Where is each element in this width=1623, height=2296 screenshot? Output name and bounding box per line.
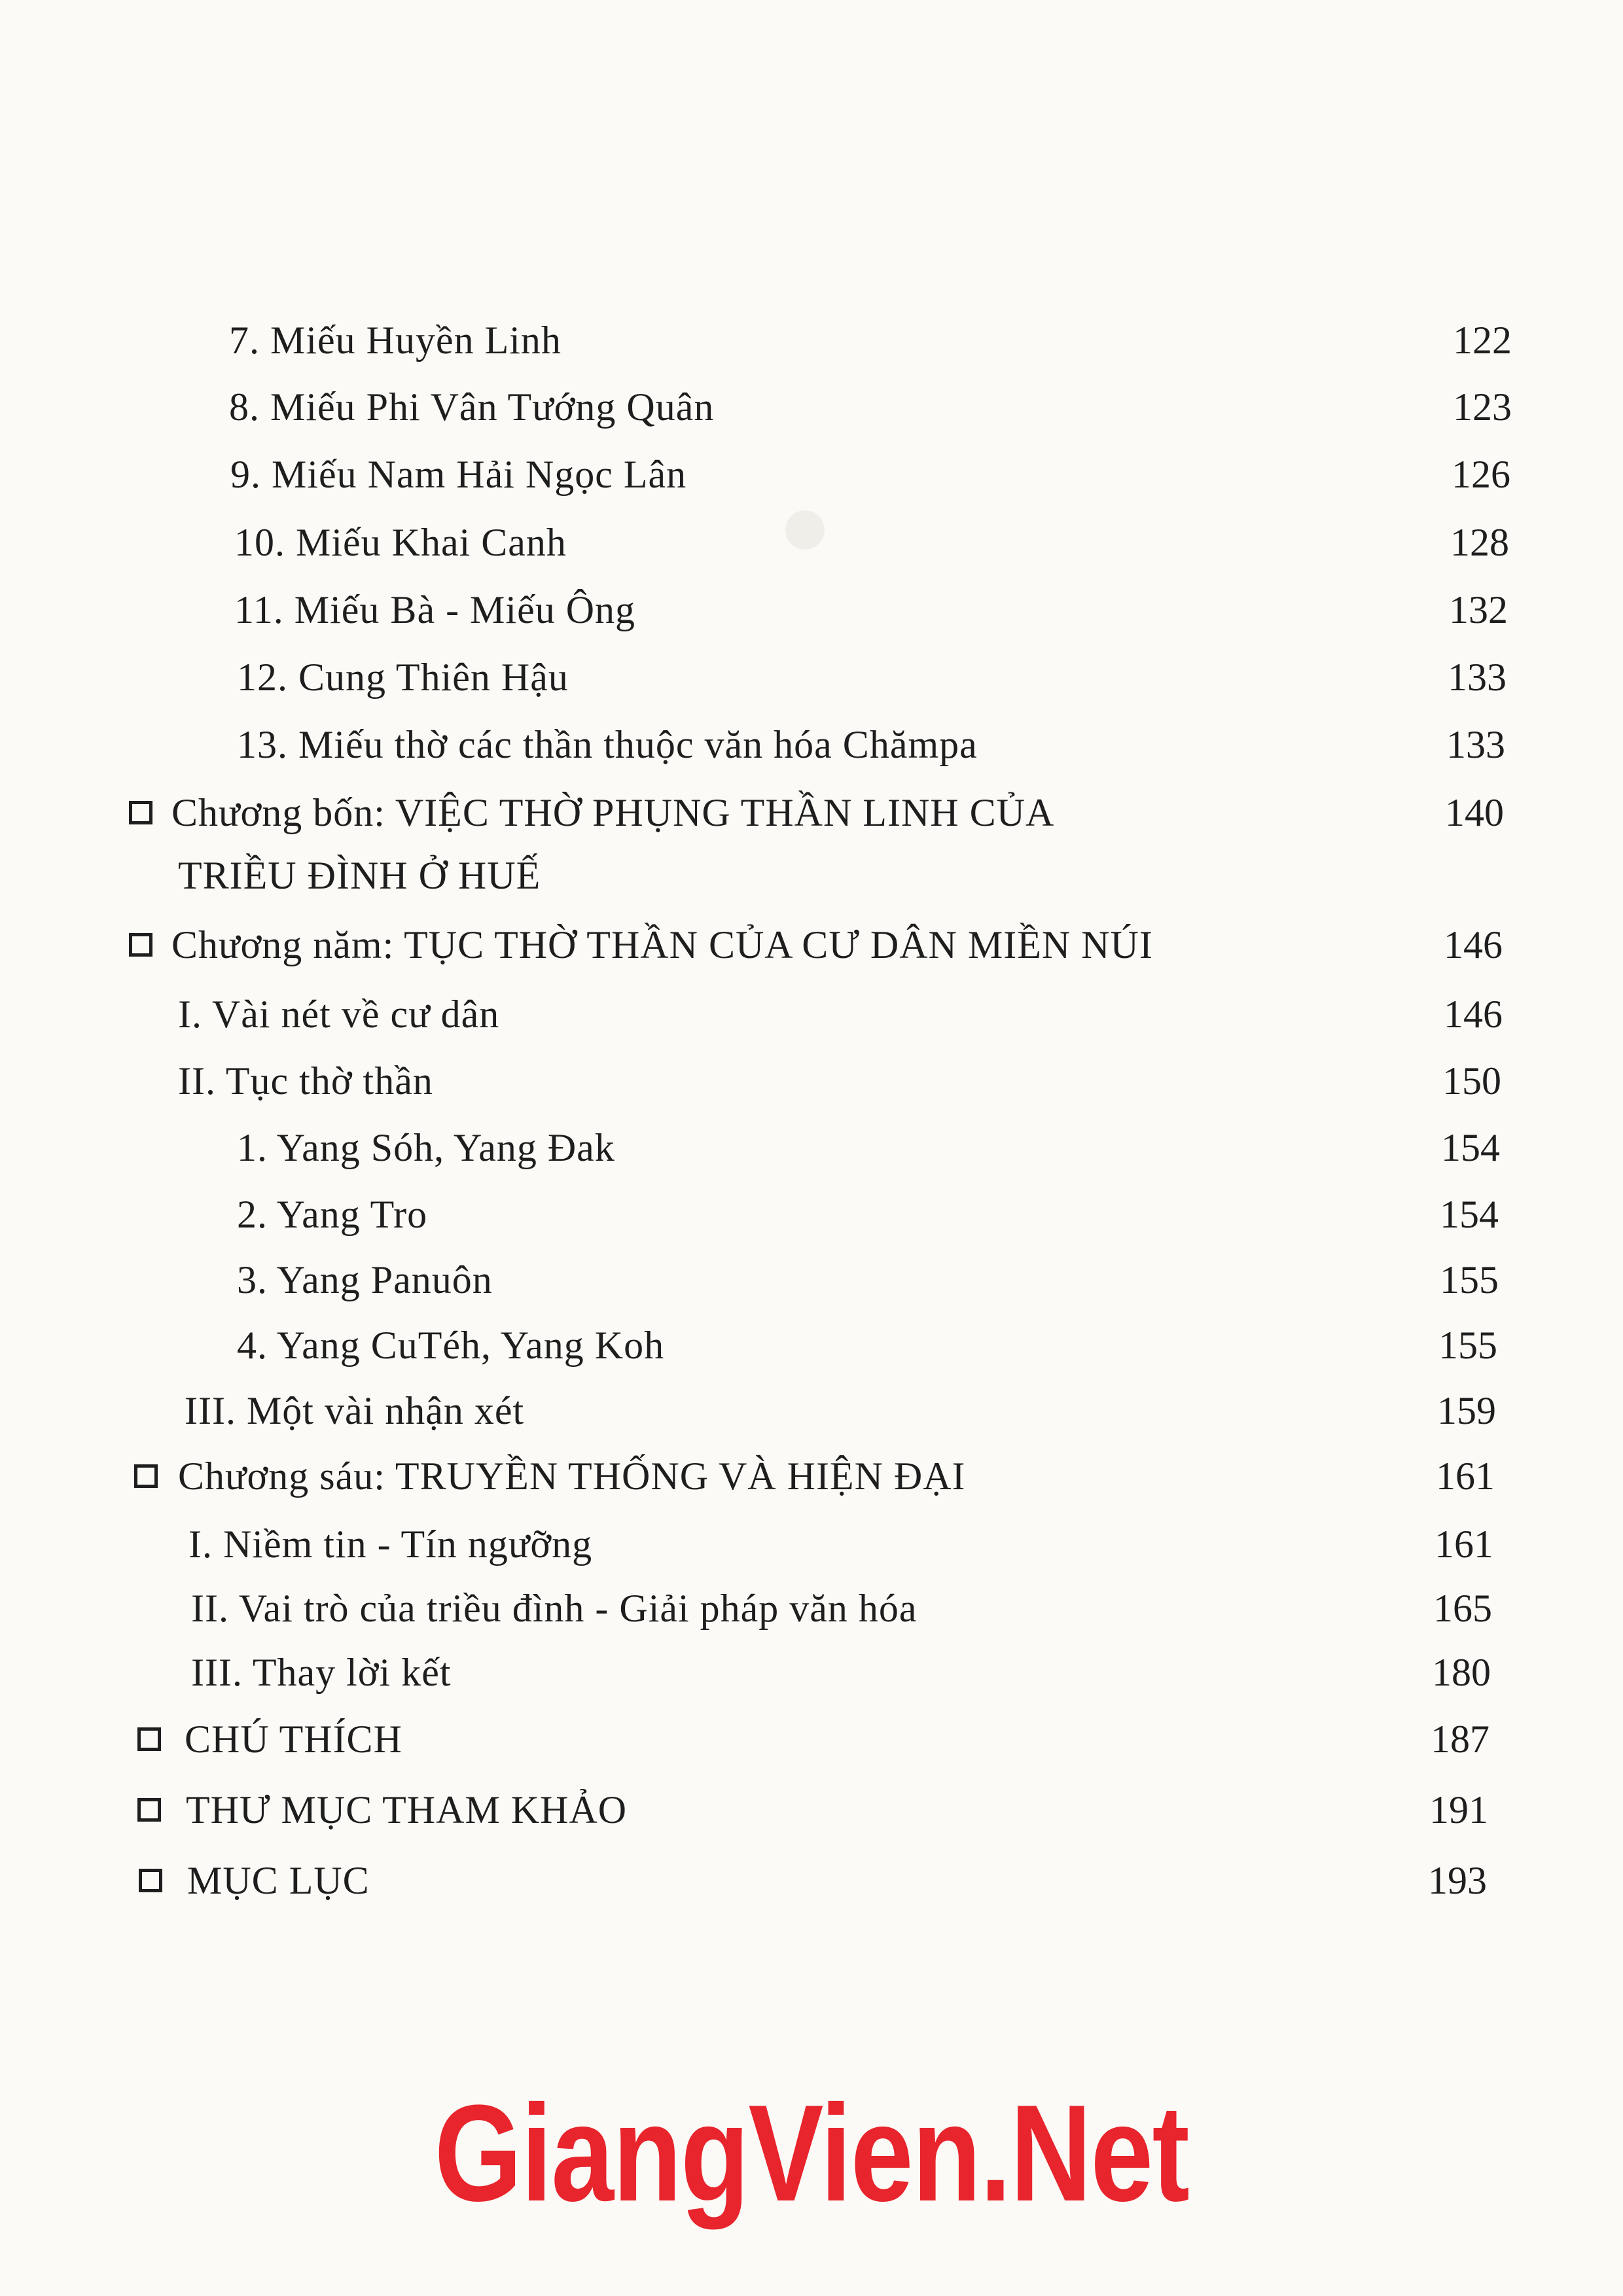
toc-entry-title: 11. Miếu Bà - Miếu Ông [234, 588, 636, 631]
toc-entry-title: III. Thay lời kết [191, 1651, 452, 1694]
toc-entry-title: 2. Yang Tro [237, 1193, 428, 1236]
toc-entry-title: Chương bốn: VIỆC THỜ PHỤNG THẦN LINH CỦA [171, 791, 1055, 834]
toc-entry-page: 128 [1450, 521, 1509, 564]
toc-entry-page: 155 [1440, 1258, 1499, 1301]
toc-entry-title: II. Tục thờ thần [178, 1059, 433, 1103]
toc-entry-page: 191 [1429, 1788, 1488, 1831]
toc-entry-page: 132 [1449, 588, 1508, 631]
toc-entry-title: Chương năm: TỤC THỜ THẦN CỦA CƯ DÂN MIỀN NÚI [171, 923, 1153, 966]
toc-entry-title-continued: TRIỀU ĐÌNH Ở HUẾ [178, 854, 541, 897]
toc-entry-page: 159 [1437, 1389, 1496, 1432]
toc-entry-title: 10. Miếu Khai Canh [234, 521, 567, 564]
toc-chapter-entry [0, 1450, 1623, 1515]
toc-chapter-entry [0, 786, 1623, 917]
toc-entry [0, 1646, 1623, 1712]
toc-entry [0, 314, 1623, 380]
toc-section-entry [0, 1713, 1623, 1778]
checkbox-icon [134, 1464, 158, 1488]
toc-entry [0, 448, 1623, 514]
toc-entry-title: III. Một vài nhận xét [185, 1389, 525, 1432]
toc-entry-title: 8. Miếu Phi Vân Tướng Quân [229, 385, 715, 429]
toc-entry-page: 133 [1448, 656, 1507, 699]
toc-entry [0, 381, 1623, 446]
toc-entry-page: 123 [1453, 385, 1512, 429]
toc-entry-page: 146 [1444, 923, 1503, 966]
toc-entry-page: 193 [1428, 1859, 1487, 1902]
toc-entry-title: THƯ MỤC THAM KHẢO [186, 1788, 628, 1831]
toc-entry-page: 140 [1445, 791, 1504, 834]
toc-entry [0, 1385, 1623, 1450]
toc-entry-page: 133 [1446, 723, 1505, 766]
toc-chapter-entry [0, 919, 1623, 984]
toc-entry-page: 146 [1444, 993, 1503, 1036]
checkbox-icon [129, 933, 152, 957]
toc-entry [0, 718, 1623, 784]
watermark-text: GiangVien.Net [434, 2076, 1189, 2230]
toc-entry-page: 154 [1441, 1126, 1500, 1169]
checkbox-icon [129, 801, 152, 824]
toc-entry-page: 187 [1431, 1718, 1489, 1761]
toc-entry-title: 4. Yang CuTéh, Yang Koh [237, 1324, 665, 1367]
toc-entry-title: 7. Miếu Huyền Linh [229, 319, 562, 362]
toc-entry-title: 12. Cung Thiên Hậu [237, 656, 569, 699]
toc-entry-title: CHÚ THÍCH [185, 1718, 402, 1761]
toc-entry-title: 9. Miếu Nam Hải Ngọc Lân [230, 453, 687, 496]
toc-entry-page: 126 [1452, 453, 1510, 496]
toc-entry-title: Chương sáu: TRUYỀN THỐNG VÀ HIỆN ĐẠI [178, 1455, 966, 1498]
toc-entry-page: 150 [1442, 1059, 1501, 1103]
toc-entry-page: 161 [1436, 1455, 1495, 1498]
toc-entry [0, 1055, 1623, 1120]
toc-entry-page: 180 [1432, 1651, 1491, 1694]
toc-entry [0, 1319, 1623, 1385]
toc-entry-page: 161 [1435, 1523, 1493, 1566]
toc-entry [0, 988, 1623, 1053]
toc-entry-title: I. Niềm tin - Tín ngưỡng [188, 1523, 593, 1566]
toc-entry-title: 13. Miếu thờ các thần thuộc văn hóa Chămpa [237, 723, 978, 766]
toc-entry-title: 1. Yang Sóh, Yang Đak [237, 1126, 615, 1169]
toc-entry [0, 651, 1623, 716]
toc-entry-title: MỤC LỤC [187, 1859, 370, 1902]
checkbox-icon [137, 1798, 161, 1822]
checkbox-icon [137, 1727, 161, 1751]
toc-entry-title: II. Vai trò của triều đình - Giải pháp văn hóa [191, 1587, 918, 1630]
toc-section-entry [0, 1854, 1623, 1920]
toc-entry [0, 1188, 1623, 1254]
toc-entry-title: I. Vài nét về cư dân [178, 993, 500, 1036]
toc-entry [0, 584, 1623, 649]
toc-entry [0, 1254, 1623, 1319]
toc-entry [0, 1582, 1623, 1648]
checkbox-icon [139, 1869, 162, 1892]
toc-entry [0, 1518, 1623, 1583]
toc-entry-page: 122 [1453, 319, 1512, 362]
toc-entry-page: 155 [1438, 1324, 1497, 1367]
toc-entry [0, 516, 1623, 582]
toc-section-entry [0, 1784, 1623, 1849]
toc-entry [0, 1122, 1623, 1187]
toc-entry-title: 3. Yang Panuôn [237, 1258, 493, 1301]
toc-entry-page: 165 [1433, 1587, 1492, 1630]
toc-entry-page: 154 [1440, 1193, 1499, 1236]
